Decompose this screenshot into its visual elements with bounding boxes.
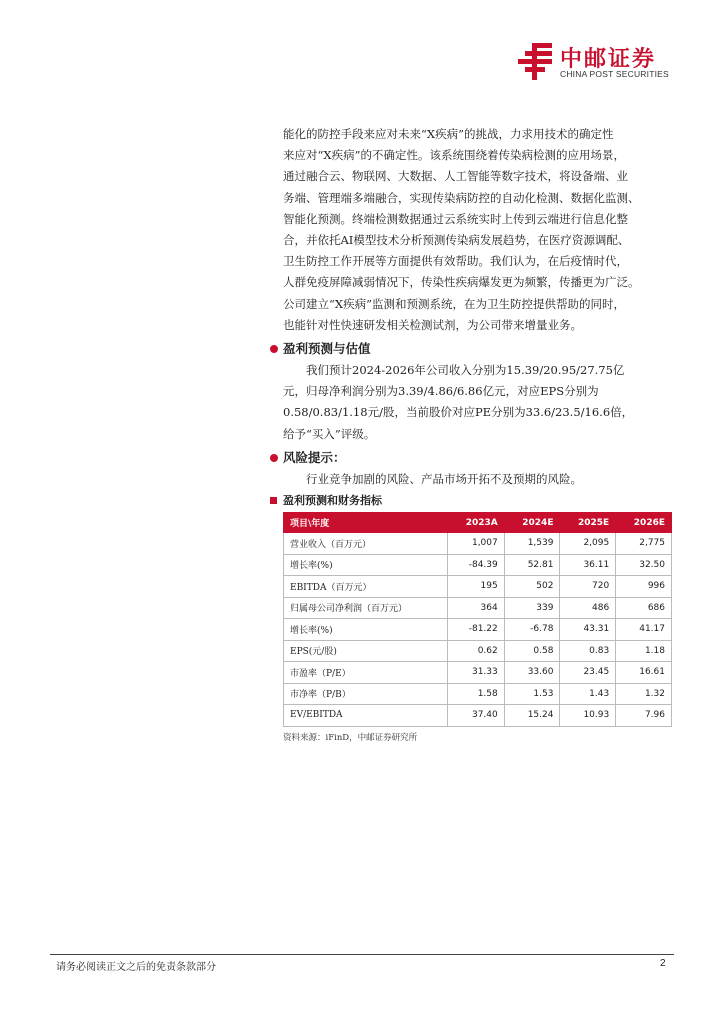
forecast-heading-text: 盈利预测与估值 [283, 341, 371, 357]
table-row [284, 597, 672, 619]
table-cell: 686 [616, 597, 672, 619]
risk-heading-text: 风险提示： [283, 449, 346, 465]
table-cell: 36.11 [560, 554, 616, 576]
table-cell: 市盈率（P/E） [284, 662, 448, 684]
text-line: 公司建立“X疾病”监测和预测系统，在为卫生防控提供帮助的同时， [283, 296, 625, 311]
table-cell: 1.53 [504, 683, 560, 705]
table-row [284, 533, 672, 555]
table-cell: 23.45 [560, 662, 616, 684]
forecast-paragraph [283, 360, 672, 445]
table-cell: 52.81 [504, 554, 560, 576]
table-cell: 10.93 [560, 705, 616, 727]
text-line: 智能化预测。终端检测数据通过云系统实时上传到云端进行信息化整 [283, 211, 628, 226]
table-source: 资料来源：iFinD，中邮证券研究所 [283, 732, 418, 743]
table-cell: EV/EBITDA [284, 705, 448, 727]
table-cell: 1,007 [447, 533, 504, 555]
table-cell: -81.22 [447, 619, 504, 641]
table-cell: -6.78 [504, 619, 560, 641]
table-cell: 归属母公司净利润（百万元） [284, 597, 448, 619]
logo-english-name: CHINA POST SECURITIES [560, 69, 669, 79]
text-line: 0.58/0.83/1.18元/股，当前股价对应PE分别为33.6/23.5/16.6倍， [283, 405, 634, 420]
table-cell: 1.58 [447, 683, 504, 705]
table-cell: EBITDA（百万元） [284, 576, 448, 598]
text-line: 给予“买入”评级。 [283, 426, 376, 441]
risk-text: 行业竞争加剧的风险、产品市场开拓不及预期的风险。 [306, 471, 582, 486]
table-cell: 41.17 [616, 619, 672, 641]
table-row [284, 576, 672, 598]
table-row [284, 683, 672, 705]
table-cell: 16.61 [616, 662, 672, 684]
table-header-cell: 2023A [447, 513, 504, 533]
table-cell: 2,775 [616, 533, 672, 555]
bullet-icon [270, 345, 278, 353]
company-logo [514, 40, 674, 82]
disclaimer-note: 请务必阅读正文之后的免责条款部分 [56, 962, 216, 973]
text-line: 也能针对性快速研发相关检测试剂，为公司带来增量业务。 [283, 317, 582, 332]
bullet-icon [270, 454, 278, 462]
table-cell: 营业收入（百万元） [284, 533, 448, 555]
table-cell: 720 [560, 576, 616, 598]
table-header-cell: 2024E [504, 513, 560, 533]
text-line: 合，并依托AI模型技术分析预测传染病发展趋势，在医疗资源调配、 [283, 233, 630, 248]
table-cell: 1.43 [560, 683, 616, 705]
table-cell: 增长率(%) [284, 619, 448, 641]
table-cell: 364 [447, 597, 504, 619]
table-cell: 33.60 [504, 662, 560, 684]
text-line: 元，归母净利润分别为3.39/4.86/6.86亿元，对应EPS分别为 [283, 384, 599, 399]
text-line: 来应对“X疾病”的不确定性。该系统围绕着传染病检测的应用场景， [283, 148, 625, 163]
table-cell: 31.33 [447, 662, 504, 684]
table-cell: 0.83 [560, 640, 616, 662]
square-bullet-icon [270, 497, 277, 504]
table-cell: 43.31 [560, 619, 616, 641]
table-cell: 502 [504, 576, 560, 598]
table-cell: 15.24 [504, 705, 560, 727]
text-line: 务端、管理端多端融合，实现传染病防控的自动化检测、数据化监测、 [283, 190, 640, 205]
table-row [284, 662, 672, 684]
table-row [284, 554, 672, 576]
text-line: 能化的防控手段来应对未来“X疾病”的挑战，力求用技术的确定性 [283, 127, 614, 141]
table-cell: 2,095 [560, 533, 616, 555]
table-cell: 0.58 [504, 640, 560, 662]
table-cell: 339 [504, 597, 560, 619]
table-cell: -84.39 [447, 554, 504, 576]
table-header-cell: 2025E [560, 513, 616, 533]
table-cell: 486 [560, 597, 616, 619]
forecast-heading [283, 338, 672, 360]
risk-heading [283, 447, 672, 469]
main-content [283, 124, 672, 743]
table-cell: 7.96 [616, 705, 672, 727]
logo-chinese-name: 中邮证券 [560, 47, 657, 72]
footer-divider [50, 954, 674, 955]
intro-paragraph [283, 124, 672, 336]
table-cell: 1,539 [504, 533, 560, 555]
text-line: 卫生防控工作开展等方面提供有效帮助。我们认为，在后疫情时代， [283, 254, 628, 269]
table-title-text: 盈利预测和财务指标 [283, 494, 382, 508]
table-cell: 市净率（P/B） [284, 683, 448, 705]
text-line: 人群免疫屏障减弱情况下，传染性疾病爆发更为频繁，传播更为广泛。 [283, 275, 640, 290]
financial-table [283, 512, 672, 727]
table-row [284, 619, 672, 641]
table-header-cell: 项目\年度 [284, 513, 448, 533]
china-post-logo-icon [514, 40, 556, 82]
table-cell: 1.32 [616, 683, 672, 705]
table-cell: 增长率(%) [284, 554, 448, 576]
text-line: 通过融合云、物联网、大数据、人工智能等数字技术，将设备端、业 [283, 169, 628, 184]
table-row [284, 640, 672, 662]
table-title [283, 492, 672, 510]
table-cell: 0.62 [447, 640, 504, 662]
table-row [284, 705, 672, 727]
table-cell: EPS(元/股) [284, 640, 448, 662]
table-cell: 37.40 [447, 705, 504, 727]
table-cell: 1.18 [616, 640, 672, 662]
text-line: 我们预计2024-2026年公司收入分别为15.39/20.95/27.75亿 [306, 363, 625, 378]
table-header-cell: 2026E [616, 513, 672, 533]
table-header-row [284, 513, 672, 533]
table-cell: 32.50 [616, 554, 672, 576]
table-cell: 996 [616, 576, 672, 598]
page-number: 2 [660, 958, 666, 969]
table-cell: 195 [447, 576, 504, 598]
